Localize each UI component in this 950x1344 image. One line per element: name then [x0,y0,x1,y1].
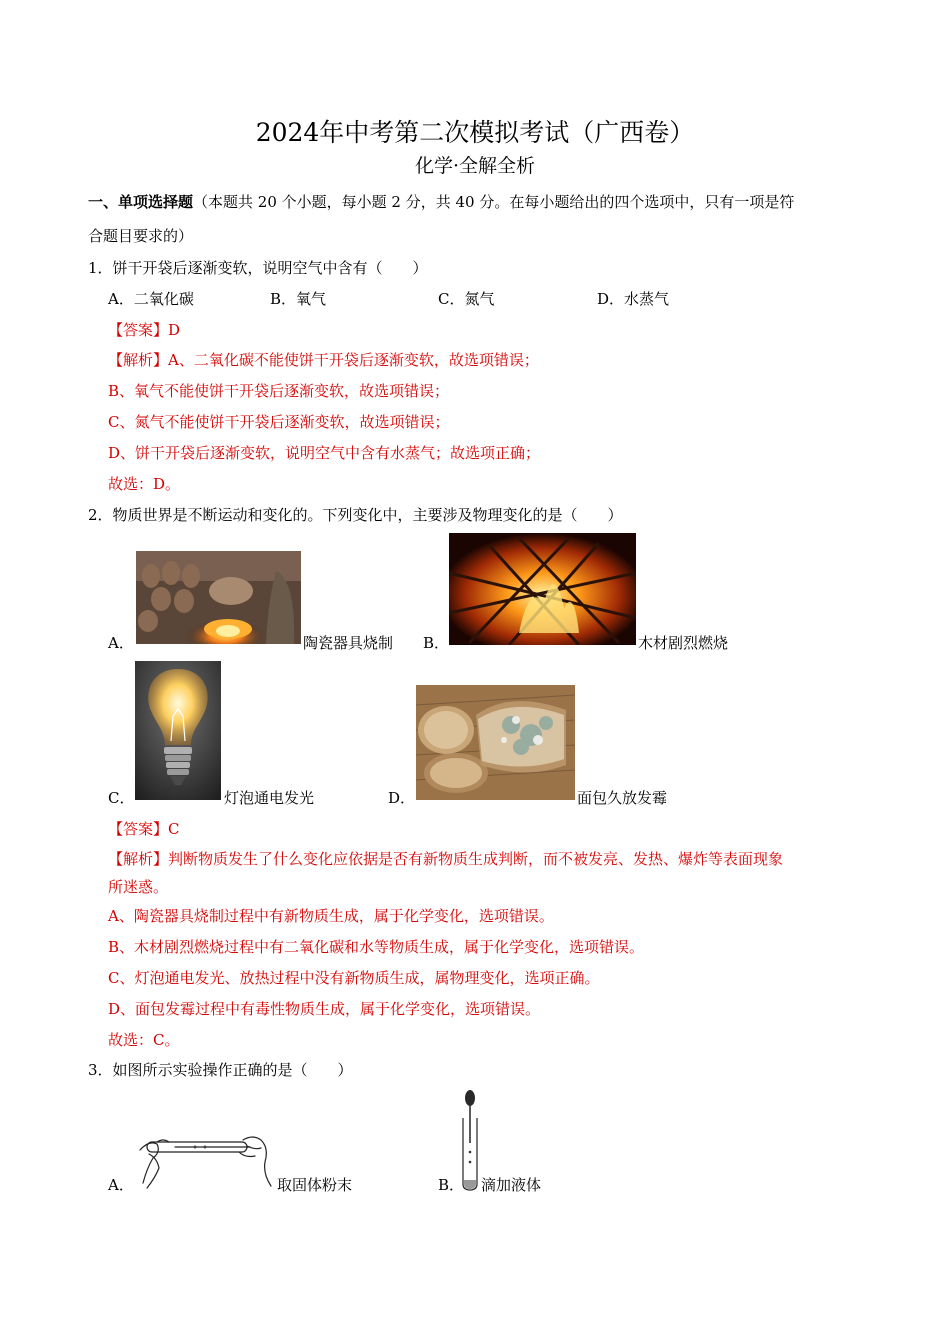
q2-option-c-letter: C． [108,789,135,807]
q1-analysis-line: 故选：D。 [108,475,181,493]
q1-option-d: D．水蒸气 [597,290,670,308]
q2-analysis-line: 【解析】判断物质发生了什么变化应依据是否有新物质生成判断，而不被发亮、发热、爆炸等表面现象 [108,850,784,868]
light-bulb-image [135,661,221,800]
q1-option-a: A．二氧化碳 [108,290,194,308]
q1-option-c: C．氮气 [438,290,495,308]
q1-answer: 【答案】D [108,321,181,339]
q2-analysis-line: 故选：C。 [108,1031,180,1049]
q2-answer: 【答案】C [108,820,180,838]
q3-stem: 3．如图所示实验操作正确的是（ ） [88,1061,353,1079]
moldy-bread-image [416,685,575,800]
q3-option-a-caption: 取固体粉末 [277,1176,353,1194]
q1-stem: 1．饼干开袋后逐渐变软，说明空气中含有（ ） [88,259,428,277]
q2-option-a-letter: A． [108,634,134,652]
q1-analysis-line: C、氮气不能使饼干开袋后逐渐变软，故选项错误； [108,413,450,431]
q3-option-b-letter: B． [438,1176,465,1194]
page-title: 2024年中考第二次模拟考试（广西卷） [255,118,695,147]
q2-stem: 2．物质世界是不断运动和变化的。下列变化中，主要涉及物理变化的是（ ） [88,506,623,524]
q1-analysis-line: D、饼干开袋后逐渐变软，说明空气中含有水蒸气；故选项正确； [108,444,541,462]
q1-analysis-line: B、氧气不能使饼干开袋后逐渐变软，故选项错误； [108,382,450,400]
solid-powder-diagram [135,1128,275,1190]
q2-analysis-line: D、面包发霉过程中有毒性物质生成，属于化学变化，选项错误。 [108,1000,541,1018]
q2-option-d-caption: 面包久放发霉 [577,789,668,807]
q3-option-b-caption: 滴加液体 [481,1176,542,1194]
q2-analysis-line: C、灯泡通电发光、放热过程中没有新物质生成，属物理变化，选项正确。 [108,969,600,987]
page-subtitle: 化学·全解全析 [414,155,536,177]
section-desc-line1: （本题共 20 个小题，每小题 2 分，共 40 分。在每小题给出的四个选项中，只有一项是符 [193,193,795,211]
q3-option-a-letter: A． [108,1176,134,1194]
section-heading-line [88,192,794,212]
dropper-diagram [460,1088,480,1192]
q1-analysis-line: 【解析】A、二氧化碳不能使饼干开袋后逐渐变软，故选项错误； [108,351,539,369]
q2-option-b-caption: 木材剧烈燃烧 [638,634,729,652]
q2-option-d-letter: D． [388,789,416,807]
q2-analysis-line: 所迷惑。 [108,878,169,896]
q2-option-c-caption: 灯泡通电发光 [224,789,315,807]
q2-option-b-letter: B． [423,634,450,652]
q2-analysis-line: A、陶瓷器具烧制过程中有新物质生成，属于化学变化，选项错误。 [108,907,554,925]
wood-burning-image [449,533,636,645]
section-desc-line2: 合题目要求的） [88,227,194,245]
q2-analysis-line: B、木材剧烈燃烧过程中有二氧化碳和水等物质生成，属于化学变化，选项错误。 [108,938,645,956]
q1-option-b: B．氧气 [270,290,327,308]
pottery-firing-image [136,551,301,644]
q2-option-a-caption: 陶瓷器具烧制 [303,634,394,652]
section-heading: 一、单项选择题 [88,193,194,211]
